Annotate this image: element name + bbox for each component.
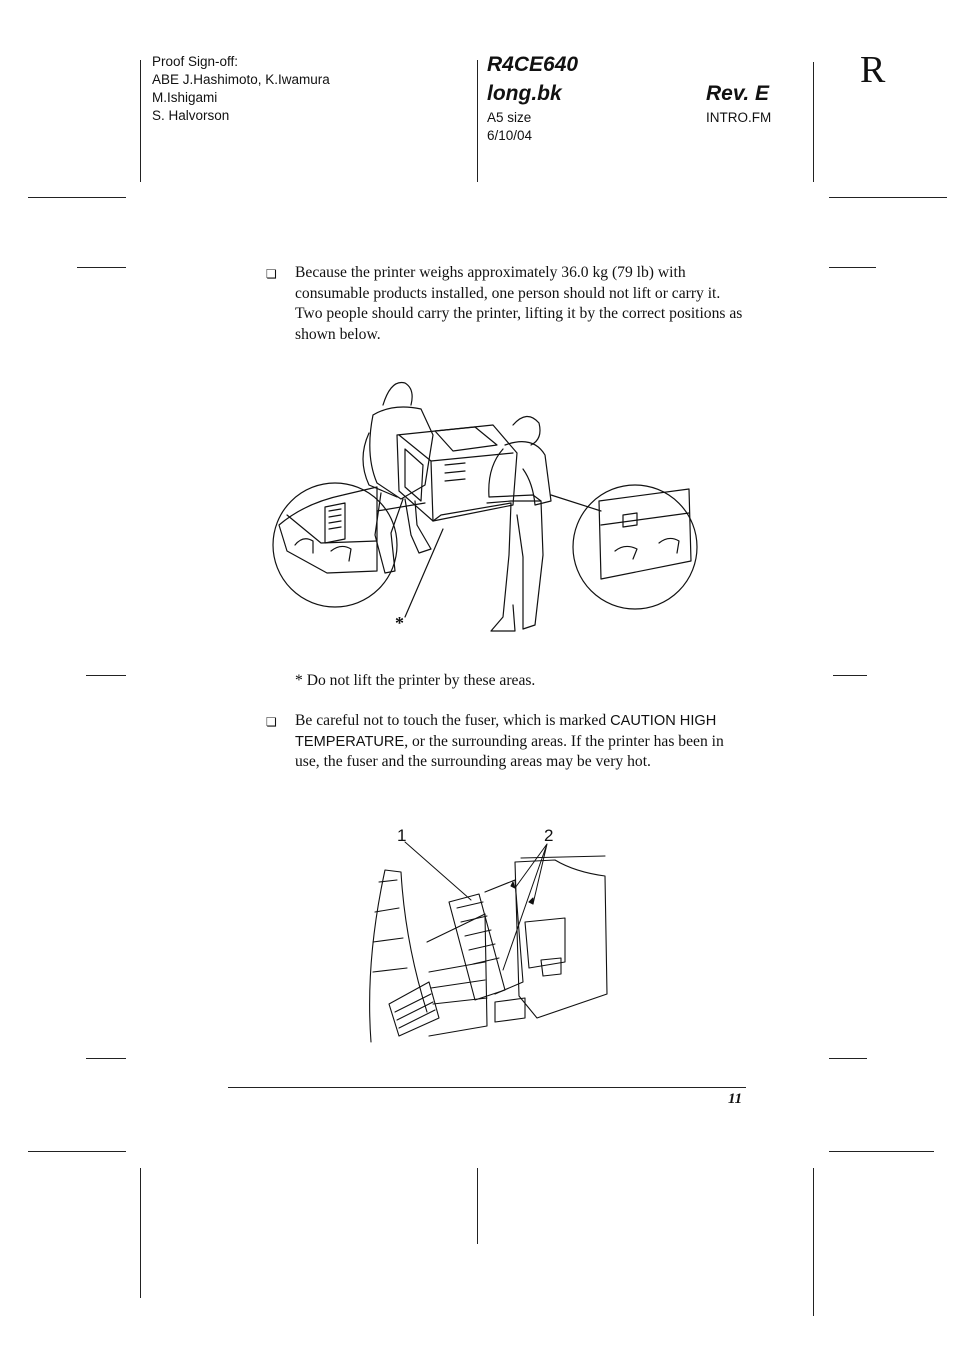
proof-line: M.Ishigami (152, 90, 218, 105)
crop-mark (813, 62, 814, 182)
book-name: long.bk (487, 82, 562, 105)
figure-note: * Do not lift the printer by these areas. (295, 672, 536, 689)
crop-mark (829, 1058, 867, 1059)
revision: Rev. E (706, 82, 770, 105)
lifting-illustration (265, 375, 705, 640)
doc-date: 6/10/04 (487, 128, 533, 143)
crop-mark (477, 1168, 478, 1244)
crop-mark (829, 197, 947, 198)
asterisk-callout: * (395, 613, 404, 633)
bullet-icon: ❏ (266, 267, 277, 281)
crop-mark (140, 60, 141, 182)
proof-signoff (152, 53, 330, 125)
bullet-text-lifting: Because the printer weighs approximately 36.0 kg (79 lb) with consumable products installed, one person should not lift or carry it. Two people should carry the printer, lifting it by the correct positions as shown below. (295, 264, 743, 343)
crop-mark (140, 1168, 141, 1298)
bullet-text-before: Be careful not to touch the fuser, which is marked (295, 712, 611, 729)
file-name: INTRO.FM (706, 110, 772, 125)
crop-mark (77, 267, 126, 268)
crop-mark (86, 675, 126, 676)
bullet-text-after: , or the surrounding areas. If the printer has been in use, the fuser and the surrounding areas may be very hot. (295, 732, 724, 770)
callout-2: 2 (544, 826, 554, 845)
page-size: A5 size (487, 110, 532, 125)
crop-mark (28, 197, 126, 198)
crop-mark (86, 1058, 126, 1059)
proof-line: ABE J.Hashimoto, K.Iwamura (152, 72, 330, 87)
doc-code: R4CE640 (487, 53, 579, 76)
crop-mark (833, 675, 867, 676)
crop-mark (829, 267, 876, 268)
footer-rule (228, 1087, 746, 1088)
crop-mark (813, 1168, 814, 1316)
page-number: 11 (728, 1091, 743, 1107)
caution-label: CAUTION HIGH TEMPERATURE (295, 713, 717, 750)
proof-line: Proof Sign-off: (152, 54, 239, 69)
callout-1: 1 (397, 826, 407, 845)
bullet-text-fuser (295, 711, 747, 773)
crop-mark (28, 1151, 126, 1152)
crop-mark (829, 1151, 934, 1152)
fuser-illustration (365, 822, 610, 1044)
crop-mark (477, 60, 478, 182)
corner-mark: R (860, 49, 886, 91)
bullet-icon: ❏ (266, 715, 277, 729)
proof-line: S. Halvorson (152, 108, 230, 123)
